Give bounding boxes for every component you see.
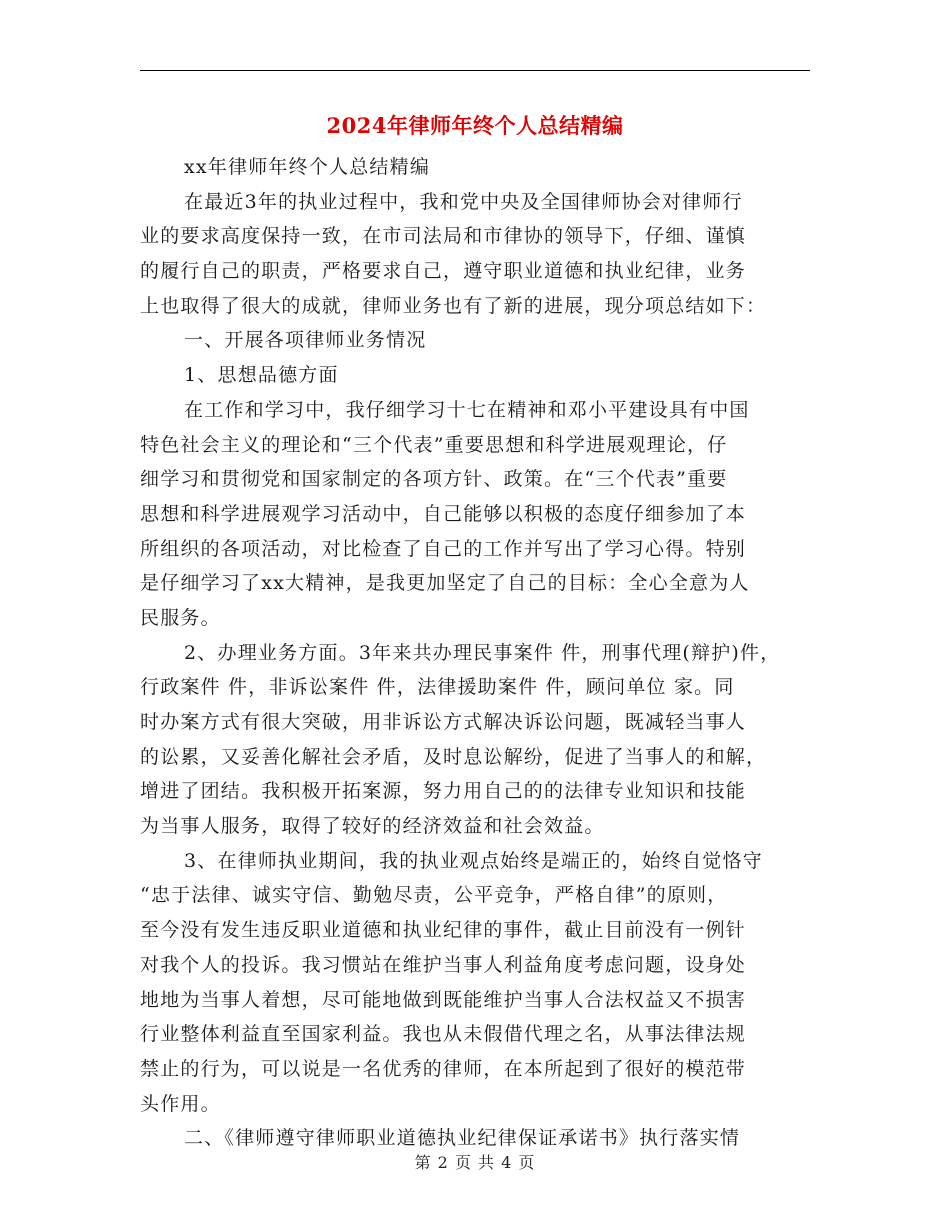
text-line: 民服务。 (140, 606, 221, 629)
text-line: xx年律师年终个人总结精编 (184, 156, 431, 178)
text-line: 业的要求高度保持一致，在市司法局和市律协的领导下，仔细、谨慎 (140, 225, 747, 248)
text-line: 在最近3年的执业过程中，我和党中央及全国律师协会对律师行 (184, 190, 743, 213)
document-body (140, 150, 810, 1156)
text-line: 的履行自己的职责，严格要求自己，遵守职业道德和执业纪律，业务 (140, 260, 747, 283)
text-line: 2、办理业务方面。3年来共办理民事案件 件，刑事代理(辩护)件， (184, 641, 781, 664)
text-line: 是仔细学习了xx大精神，是我更加坚定了自己的目标：全心全意为人 (140, 572, 750, 595)
text-line: 地地为当事人着想，尽可能地做到既能维护当事人合法权益又不损害 (140, 988, 747, 1011)
text-line: 特色社会主义的理论和“三个代表”重要思想和科学进展观理论，仔 (140, 433, 728, 456)
text-line: 时办案方式有很大突破，用非诉讼方式解决诉讼问题，既减轻当事人 (140, 711, 747, 733)
text-line: “忠于法律、诚实守信、勤勉尽责，公平竞争，严格自律”的原则， (140, 884, 728, 907)
text-line: 禁止的行为，可以说是一名优秀的律师，在本所起到了很好的模范带 (140, 1057, 747, 1080)
text-line: 行政案件 件，非诉讼案件 件，法律援助案件 件，顾问单位 家。同 (140, 676, 735, 699)
header-rule (140, 70, 810, 71)
document-title: 2024年律师年终个人总结精编 (326, 113, 624, 138)
text-line: 二、《律师遵守律师职业道德执业纪律保证承诺书》执行落实情 (184, 1127, 741, 1150)
text-line: 增进了团结。我积极开拓案源，努力用自己的的法律专业知识和技能 (140, 780, 747, 803)
page-number-footer: 第 2 页 共 4 页 (414, 1153, 536, 1172)
text-line: 的讼累，又妥善化解社会矛盾，及时息讼解纷，促进了当事人的和解， (140, 745, 767, 768)
text-line: 行业整体利益直至国家利益。我也从未假借代理之名，从事法律法规 (140, 1023, 747, 1046)
text-line: 对我个人的投诉。我习惯站在维护当事人利益角度考虑问题，设身处 (140, 953, 747, 976)
text-line: 头作用。 (140, 1092, 221, 1115)
text-line: 为当事人服务，取得了较好的经济效益和社会效益。 (140, 815, 605, 838)
text-line: 1、思想品德方面 (184, 364, 339, 387)
text-line: 所组织的各项活动，对比检查了自己的工作并写出了学习心得。特别 (140, 537, 747, 560)
text-line: 在工作和学习中，我仔细学习十七在精神和邓小平建设具有中国 (184, 398, 750, 421)
text-line: 上也取得了很大的成就，律师业务也有了新的进展，现分项总结如下： (140, 294, 767, 317)
text-line: 至今没有发生违反职业道德和执业纪律的事件，截止目前没有一例针 (140, 919, 747, 942)
text-line: 一、开展各项律师业务情况 (184, 329, 427, 352)
text-line: 3、在律师执业期间，我的执业观点始终是端正的，始终自觉恪守 (184, 849, 763, 872)
text-line: 思想和科学进展观学习活动中，自己能够以积极的态度仔细参加了本 (140, 502, 747, 525)
text-line: 细学习和贯彻党和国家制定的各项方针、政策。在“三个代表”重要 (140, 468, 728, 491)
